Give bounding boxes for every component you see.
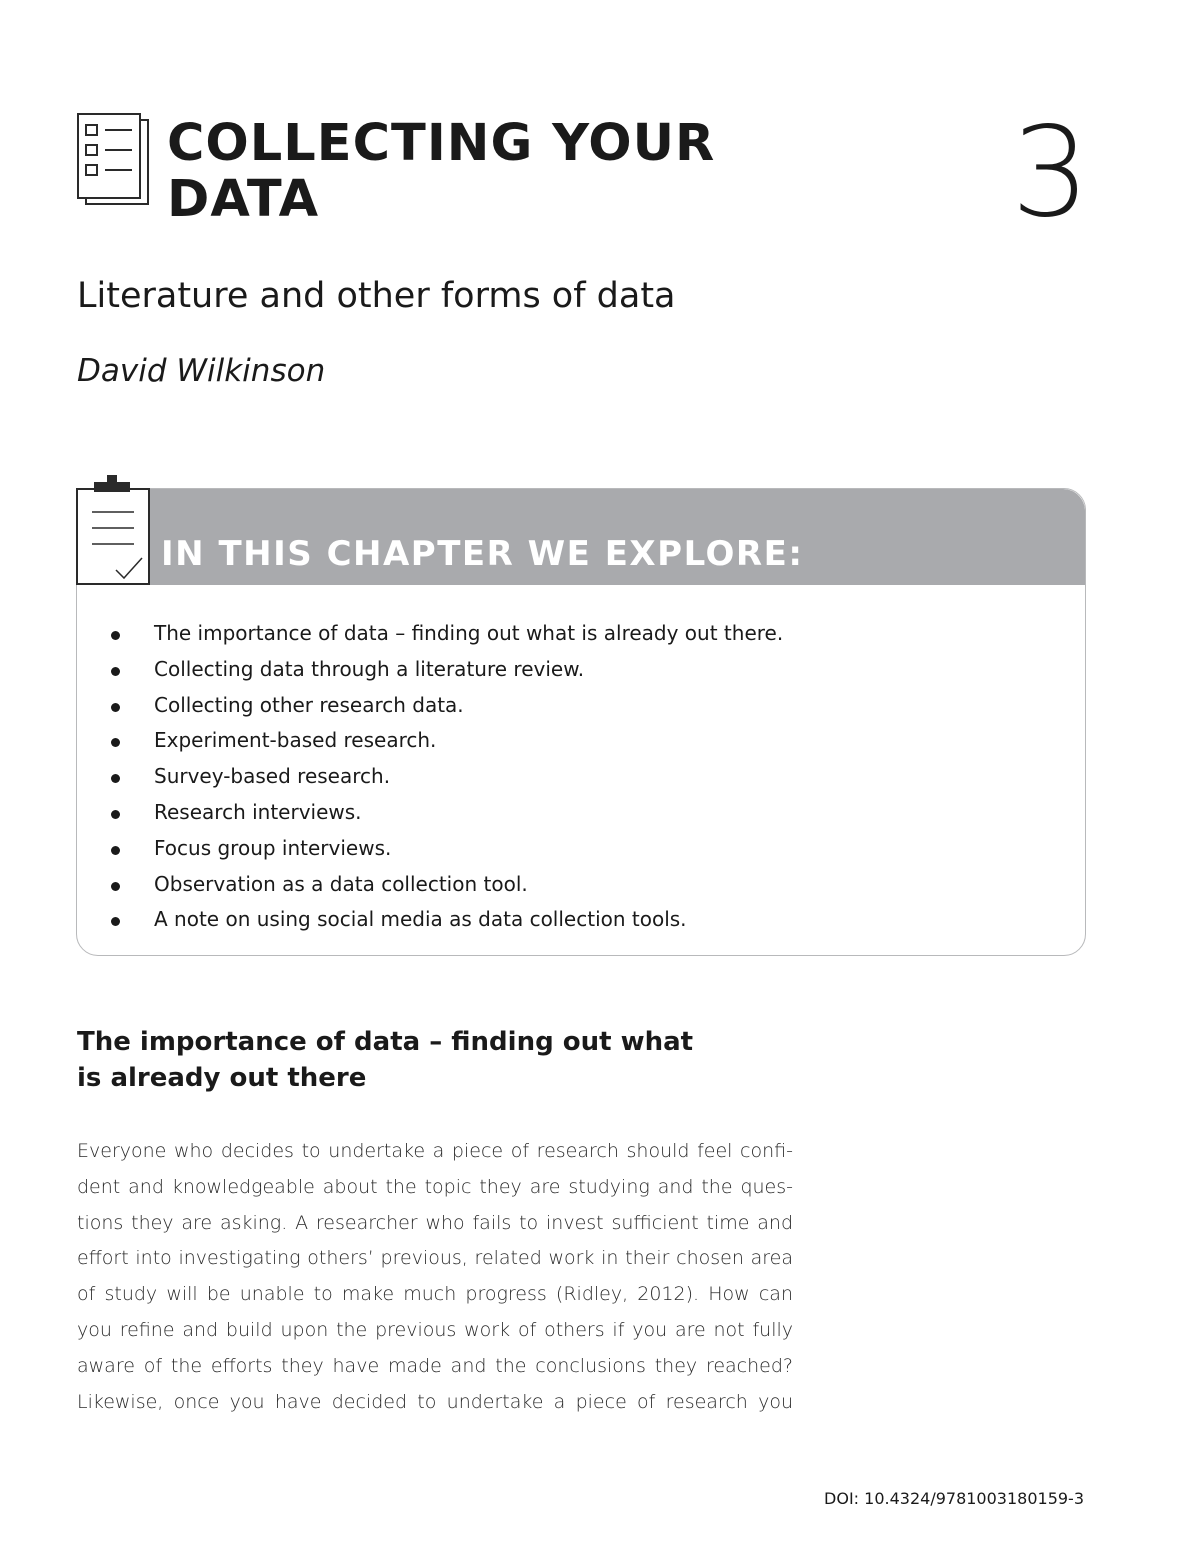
body-line: Everyone who decides to undertake a piece of research should feel confi- [77,1140,793,1162]
list-item [108,795,1008,831]
list-item-text: Collecting data through a literature review. [154,656,585,681]
list-item [108,723,1008,759]
list-item [108,759,1008,795]
section-heading [77,1024,777,1096]
body-line: of study will be unable to make much progress (Ridley, 2012). How can [77,1283,793,1306]
list-item [108,688,1008,724]
section-heading-line: is already out there [77,1063,367,1093]
list-item-text: The importance of data – finding out what is already out there. [154,621,784,645]
list-item [108,867,1008,903]
list-item [108,831,1008,867]
bullet-icon [111,667,120,676]
chapter-number: 3 [1011,101,1090,245]
doi-reference: DOI: 10.4324/9781003180159-3 [824,1489,1084,1508]
section-heading-line: The importance of data – finding out what [77,1027,694,1057]
chapter-title-line: DATA [167,170,320,229]
chapter-title-line: COLLECTING YOUR [167,114,716,173]
chapter-title [167,116,787,228]
body-line: tions they are asking. A researcher who fails to invest sufficient time and [77,1211,793,1234]
chapter-author: David Wilkinson [77,353,326,389]
bullet-icon [111,631,120,640]
list-item [108,902,1008,938]
bullet-icon [111,738,120,747]
list-item [108,652,1008,688]
chapter-overview-list [108,616,1008,938]
list-item-text: Research interviews. [154,799,362,824]
body-line: dent and knowledgeable about the topic they are studying and the ques- [77,1175,793,1198]
bullet-icon [111,774,120,783]
list-item-text: A note on using social media as data collection tools. [154,907,687,932]
body-paragraph [77,1134,793,1420]
list-item-text: Focus group interviews. [154,835,392,860]
list-item-text: Survey-based research. [154,764,391,789]
body-line: Likewise, once you have decided to undertake a piece of research you [77,1390,793,1413]
bullet-icon [111,846,120,855]
list-item [108,616,1008,652]
list-item-text: Experiment-based research. [154,728,437,753]
body-line: effort into investigating others’ previous, related work in their chosen area [77,1247,793,1270]
chapter-subtitle: Literature and other forms of data [77,276,676,316]
list-item-text: Collecting other research data. [154,692,464,717]
body-line: you refine and build upon the previous work of others if you are not fully [77,1318,793,1341]
bullet-icon [111,810,120,819]
clipboard-checklist-icon [76,474,152,586]
body-line: aware of the efforts they have made and the conclusions they reached? [77,1354,793,1377]
checklist-icon [76,112,152,208]
chapter-overview-header [77,489,1085,585]
bullet-icon [111,882,120,891]
chapter-overview-heading: IN THIS CHAPTER WE EXPLORE: [161,534,804,574]
bullet-icon [111,703,120,712]
bullet-icon [111,917,120,926]
list-item-text: Observation as a data collection tool. [154,871,528,896]
